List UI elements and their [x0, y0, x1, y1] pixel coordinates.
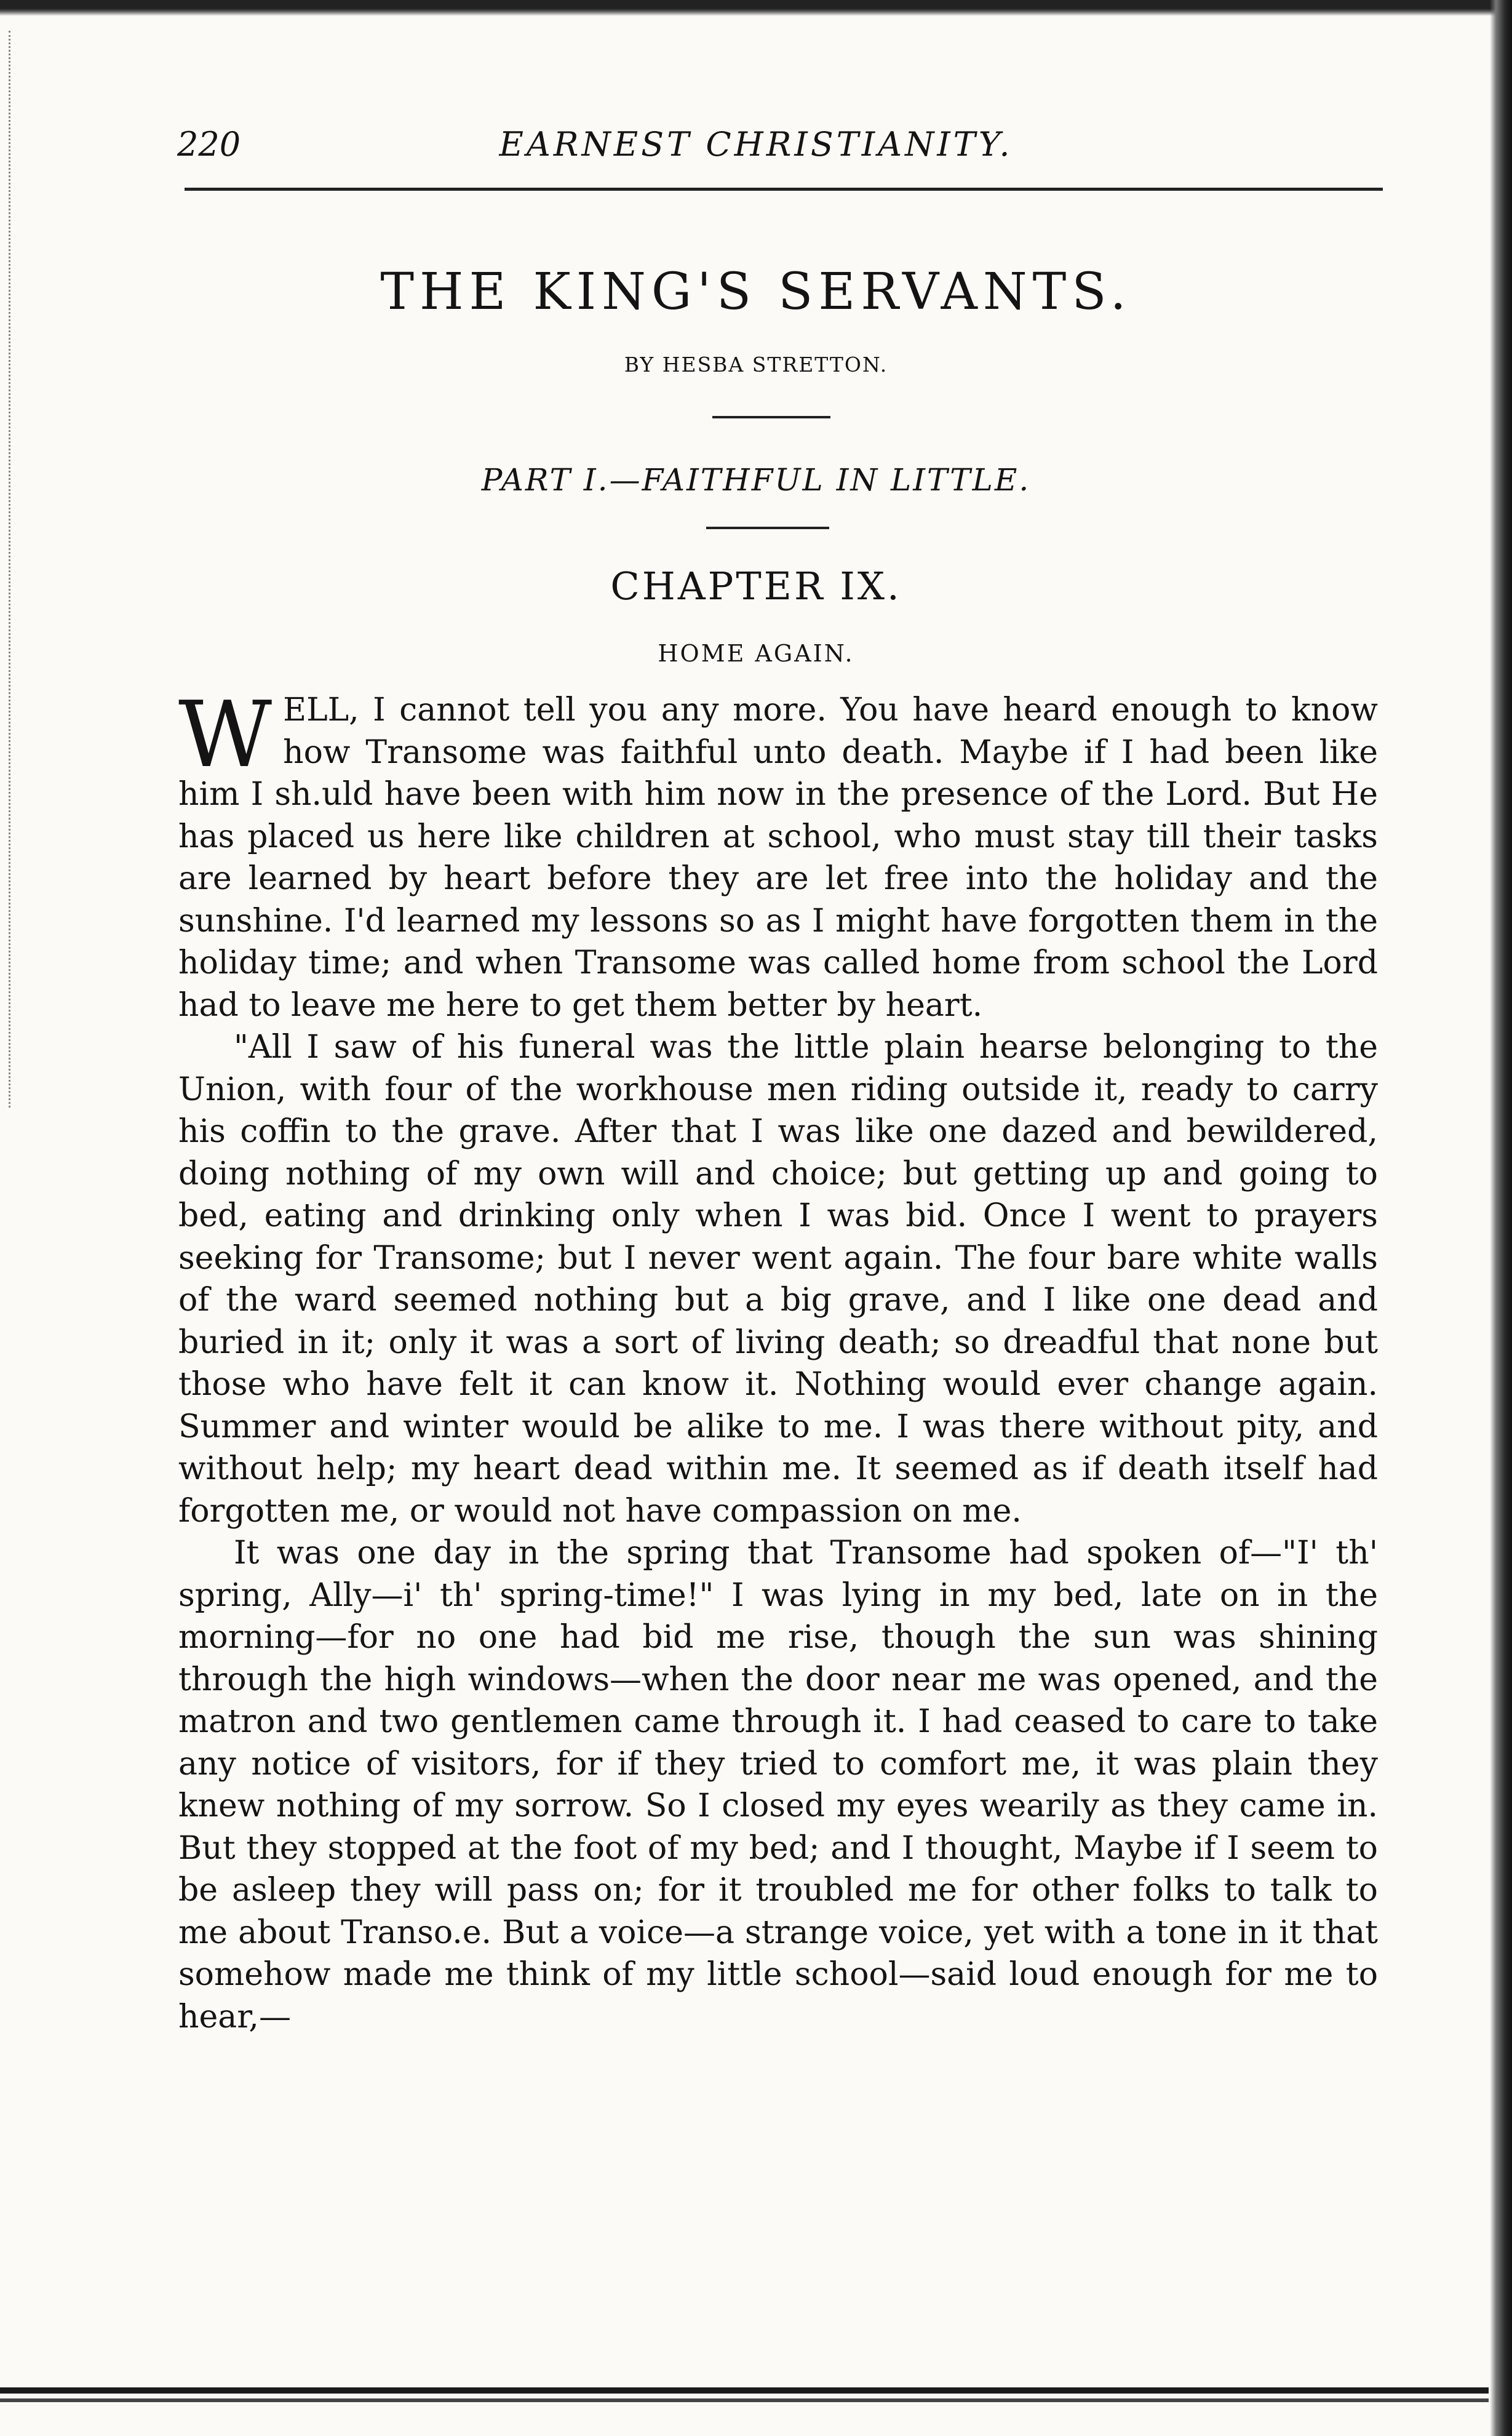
- drop-cap: W: [178, 682, 273, 788]
- bottom-rule-light: [0, 2398, 1489, 2402]
- part-divider: [706, 527, 829, 529]
- paragraph-2: "All I saw of his funeral was the little plain hearse belonging to the Union, with four of the workhouse men riding outside it, ready to carry his coffin to the grave. After that I was like one dazed and bewildered, doing nothing of my own will and choice; but getting up and going to bed, eating and drinking only when I was bid. Once I went to prayers seeking for Transome; but I never went again. The four bare white walls of the ward seemed nothing but a big grave, and I like one dead and buried in it; only it was a sort of living death; so dreadful that none but those who have felt it can know it. Nothing would ever change again. Summer and winter would be alike to me. I was there without pity, and without help; my heart dead within me. It seemed as if death itself had forgotten me, or would not have compassion on me.: [178, 1029, 1378, 1530]
- header-rule: [185, 188, 1383, 191]
- paragraph-1: [178, 682, 1378, 1026]
- title-divider: [712, 416, 830, 418]
- paragraph-1-text: ELL, I cannot tell you any more. You have heard enough to know how Transome was faithful unto death. Maybe if I had been like him I sh.uld have been with him now in the presence of the Lord. But He has placed us here like children at school, who must stay till their tasks are learned by heart before they are let free into the holiday and the sunshine. I'd learned my lessons so as I might have forgotten them in the holiday time; and when Transome was called home from school the Lord had to leave me here to get them better by heart.: [178, 692, 1378, 1024]
- journal-title: EARNEST CHRISTIANITY.: [499, 125, 1013, 164]
- page-number: 220: [177, 125, 241, 164]
- byline: BY HESBA STRETTON.: [624, 353, 888, 377]
- scan-top-edge: [0, 0, 1512, 16]
- part-title: PART I.—FAITHFUL IN LITTLE.: [481, 462, 1031, 498]
- chapter-subtitle: HOME AGAIN.: [658, 640, 854, 667]
- running-head: [0, 117, 1512, 172]
- paragraph-3: It was one day in the spring that Transome had spoken of—"I' th' spring, Ally—i' th' spring-time!" I was lying in my bed, late on in the morning—for no one had bid me rise, though the sun was shining through the high windows—when the door near me was opened, and the matron and two gentlemen came through it. I had ceased to care to take any notice of visitors, for if they tried to comfort me, it was plain they knew nothing of my sorrow. So I closed my eyes wearily as they came in. But they stopped at the foot of my bed; and I thought, Maybe if I seem to be asleep they will pass on; for it troubled me for other folks to talk to me about Transo.e. But a voice—a strange voice, yet with a tone in it that somehow made me think of my little school—said loud enough for me to hear,—: [178, 1535, 1378, 2035]
- body-text: [178, 682, 1378, 2038]
- scan-bottom-edge: [0, 2382, 1512, 2407]
- bottom-rule-dark: [0, 2387, 1489, 2394]
- article-title: THE KING'S SERVANTS.: [380, 263, 1132, 321]
- chapter-title: CHAPTER IX.: [610, 564, 902, 609]
